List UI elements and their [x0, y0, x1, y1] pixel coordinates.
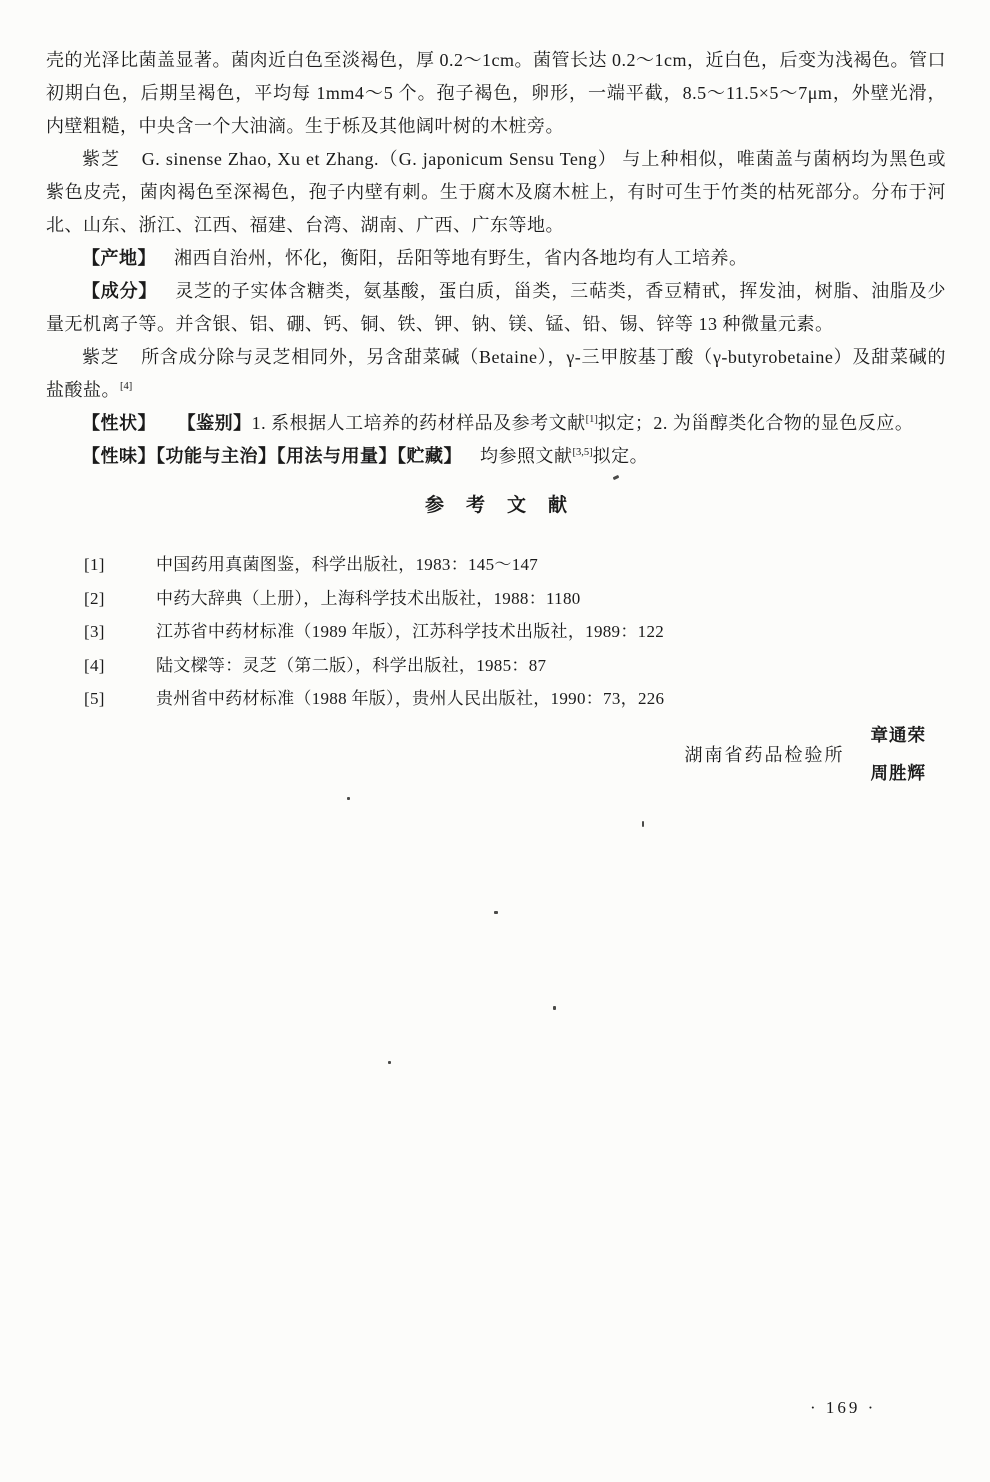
paragraph-zizhi-species [46, 143, 946, 242]
reference-number: [2] [84, 588, 105, 608]
species-name-latin: G. sinense Zhao, Xu et Zhang.（G. japonicum Sensu Teng） [141, 149, 617, 169]
paragraph-xingzhuang [46, 407, 946, 440]
reference-text: 贵州省中药材标准（1988 年版），贵州人民出版社，1990：73，226 [156, 689, 665, 708]
citation-mark-3-5: [3,5] [572, 447, 593, 458]
author-name-1: 章通荣 [870, 725, 926, 745]
section-label-chengfen: 【成分】 [82, 281, 158, 301]
zizhi-lead: 紫芝 [82, 347, 120, 367]
references-list [46, 548, 946, 716]
paragraph-xingwei [46, 440, 946, 473]
reference-item [84, 615, 946, 649]
xingwei-text-1: 均参照文献 [480, 446, 573, 466]
xingwei-text-2: 拟定。 [592, 446, 649, 466]
attribution-signature [685, 716, 927, 792]
reference-item [84, 582, 946, 616]
page-number: · 169 · [810, 1398, 877, 1417]
chandi-text: 湘西自治州，怀化，衡阳，岳阳等地有野生，省内各地均有人工培养。 [174, 248, 748, 268]
jianbie-text-2: 拟定；2. 为甾醇类化合物的显色反应。 [597, 413, 914, 433]
reference-number: [3] [84, 622, 105, 641]
reference-text: 江苏省中药材标准（1989 年版），江苏科学技术出版社，1989：122 [156, 622, 665, 641]
reference-item [84, 649, 946, 683]
species-name-cn: 紫芝 [82, 149, 121, 169]
scan-speck [642, 821, 644, 827]
main-text-block [46, 44, 946, 716]
reference-item [84, 548, 946, 582]
reference-text: 中药大辞典（上册），上海科学技术出版社，1988：1180 [156, 588, 581, 608]
morphology-text: 壳的光泽比菌盖显著。菌肉近白色至淡褐色，厚 0.2～1cm。菌管长达 0.2～1cm，近白色，后变为浅褐色。管口初期白色，后期呈褐色，平均每 1mm4～5 个。孢子褐色，卵形，一端平截，8.5～11.5×5～7μm，外壁光滑，内壁粗糙，中央含一个大油滴。生于栎及其他阔叶树的木桩旁。 [46, 50, 946, 136]
chengfen-text: 灵芝的子实体含糖类，氨基酸，蛋白质，甾类，三萜类，香豆精甙，挥发油，树脂、油脂及少量无机离子等。并含银、铝、硼、钙、铜、铁、钾、钠、镁、锰、铅、锡、锌等 13 种微量元素。 [46, 281, 947, 334]
scan-speck [494, 911, 498, 914]
paragraph-zizhi-components [46, 341, 946, 407]
reference-number: [5] [84, 689, 105, 708]
jianbie-text-1: 1. 系根据人工培养的药材样品及参考文献 [251, 413, 586, 433]
reference-item [84, 682, 946, 716]
paragraph-chengfen [46, 275, 946, 341]
section-labels-xingwei-group: 【性味】【功能与主治】【用法与用量】【贮藏】 [82, 446, 462, 466]
citation-mark-4: [4] [120, 381, 133, 392]
section-label-chandi: 【产地】 [82, 248, 156, 268]
institute-name: 湖南省药品检验所 [684, 745, 845, 765]
reference-text: 中国药用真菌图鉴，科学出版社，1983：145～147 [156, 555, 539, 574]
zizhi-components-text: 所含成分除与灵芝相同外，另含甜菜碱（Betaine），γ-三甲胺基丁酸（γ-butyrobetaine）及甜菜碱的盐酸盐。 [46, 347, 946, 400]
author-name-2: 周胜辉 [870, 763, 926, 783]
paragraph-chandi [46, 242, 946, 275]
reference-number: [4] [84, 655, 105, 675]
scan-speck [553, 1006, 556, 1010]
scan-speck [347, 797, 350, 800]
author-names [871, 716, 927, 792]
scan-speck [388, 1061, 391, 1064]
species-description: 与上种相似，唯菌盖与菌柄均为黑色或紫色皮壳，菌肉褐色至深褐色，孢子内壁有刺。生于腐木及腐木桩上，有时可生于竹类的枯死部分。分布于河北、山东、浙江、江西、福建、台湾、湖南、广西、广东等地。 [46, 149, 947, 235]
paragraph-morphology-continued [46, 44, 946, 143]
reference-number: [1] [84, 555, 105, 574]
references-heading: 参考文献 [424, 495, 589, 516]
section-label-jianbie: 【鉴别】 [186, 413, 252, 433]
section-label-xingzhuang: 【性状】 [82, 413, 156, 433]
reference-text: 陆文樑等：灵芝（第二版），科学出版社，1985：87 [156, 655, 547, 675]
citation-mark-1: [1] [585, 414, 598, 425]
